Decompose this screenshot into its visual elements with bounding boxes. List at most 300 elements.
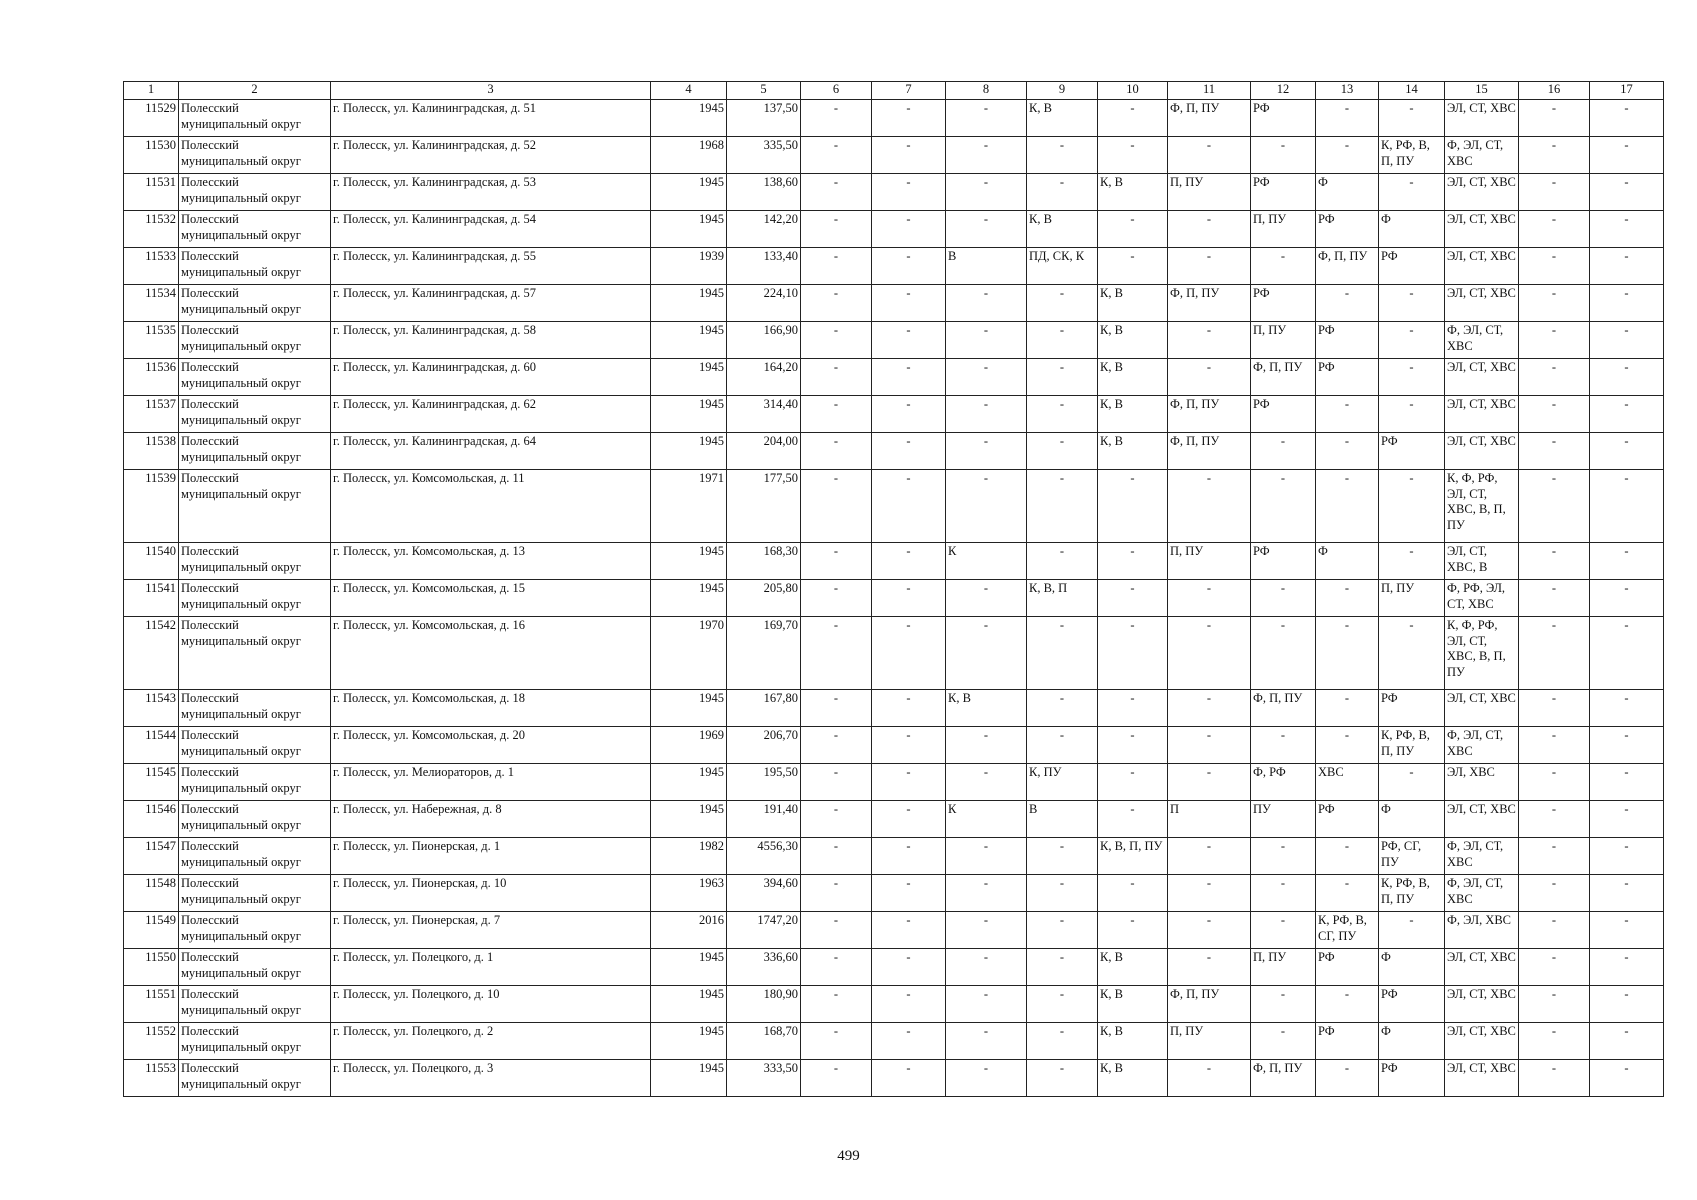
table-cell: - [801, 580, 872, 617]
table-cell: - [946, 617, 1027, 690]
table-cell: РФ [1379, 433, 1445, 470]
table-cell: г. Полесск, ул. Калининградская, д. 57 [331, 285, 651, 322]
table-cell: 335,50 [727, 137, 801, 174]
table-cell: К, В [1098, 1023, 1168, 1060]
table-cell: Полесский муниципальный округ [179, 211, 331, 248]
table-cell: - [872, 100, 946, 137]
table-cell: г. Полесск, ул. Комсомольская, д. 15 [331, 580, 651, 617]
table-cell: 1945 [651, 285, 727, 322]
table-cell: 11536 [124, 359, 179, 396]
table-cell: г. Полесск, ул. Калининградская, д. 60 [331, 359, 651, 396]
table-cell: 1939 [651, 248, 727, 285]
table-cell: г. Полесск, ул. Полецкого, д. 10 [331, 986, 651, 1023]
table-cell: 1945 [651, 764, 727, 801]
column-header: 12 [1251, 82, 1316, 100]
table-cell: 195,50 [727, 764, 801, 801]
table-cell: - [1590, 912, 1664, 949]
table-cell: РФ [1316, 1023, 1379, 1060]
page-number: 499 [837, 1148, 860, 1164]
table-cell: - [801, 764, 872, 801]
table-cell: Полесский муниципальный округ [179, 838, 331, 875]
table-cell: 167,80 [727, 690, 801, 727]
table-cell: - [1519, 690, 1590, 727]
table-cell: - [1316, 396, 1379, 433]
table-cell: 1945 [651, 949, 727, 986]
table-cell: РФ [1251, 285, 1316, 322]
table-cell: - [1519, 986, 1590, 1023]
table-cell: - [1379, 285, 1445, 322]
table-cell: - [801, 211, 872, 248]
table-cell: РФ [1251, 174, 1316, 211]
table-cell: - [1590, 986, 1664, 1023]
table-row [124, 912, 1664, 949]
table-cell: - [801, 949, 872, 986]
table-cell: г. Полесск, ул. Калининградская, д. 54 [331, 211, 651, 248]
table-cell: Полесский муниципальный округ [179, 100, 331, 137]
table-cell: РФ [1251, 543, 1316, 580]
table-cell: К, В, П [1027, 580, 1098, 617]
table-cell: - [1098, 912, 1168, 949]
table-cell: 11535 [124, 322, 179, 359]
table-cell: - [1098, 801, 1168, 838]
table-cell: - [1379, 396, 1445, 433]
table-cell: - [1098, 580, 1168, 617]
table-row [124, 100, 1664, 137]
table-cell: 4556,30 [727, 838, 801, 875]
table-cell: - [946, 433, 1027, 470]
table-cell: Полесский муниципальный округ [179, 470, 331, 543]
column-header: 11 [1168, 82, 1251, 100]
table-cell: - [1027, 690, 1098, 727]
table-cell: - [872, 764, 946, 801]
table-cell: - [1098, 690, 1168, 727]
table-cell: - [801, 912, 872, 949]
table-row [124, 322, 1664, 359]
table-cell: - [1251, 1023, 1316, 1060]
table-cell: - [1590, 1023, 1664, 1060]
table-cell: К, В [1098, 285, 1168, 322]
table-cell: - [1251, 986, 1316, 1023]
table-cell: К, В [1098, 1060, 1168, 1097]
table-cell: - [872, 580, 946, 617]
table-cell: К, В [1027, 211, 1098, 248]
table-cell: Полесский муниципальный округ [179, 912, 331, 949]
table-cell: - [1251, 580, 1316, 617]
table-cell: 11544 [124, 727, 179, 764]
register-table [123, 81, 1664, 1097]
table-cell: - [872, 470, 946, 543]
table-cell: К, В, П, ПУ [1098, 838, 1168, 875]
table-cell: К [946, 543, 1027, 580]
table-cell: 142,20 [727, 211, 801, 248]
table-cell: г. Полесск, ул. Пионерская, д. 1 [331, 838, 651, 875]
table-cell: 168,30 [727, 543, 801, 580]
table-cell: - [872, 617, 946, 690]
table-row [124, 838, 1664, 875]
table-cell: г. Полесск, ул. Калининградская, д. 62 [331, 396, 651, 433]
table-row [124, 801, 1664, 838]
table-cell: - [801, 690, 872, 727]
table-cell: 11546 [124, 801, 179, 838]
table-cell: - [1379, 617, 1445, 690]
table-cell: г. Полесск, ул. Комсомольская, д. 13 [331, 543, 651, 580]
table-cell: 2016 [651, 912, 727, 949]
table-cell: - [1027, 543, 1098, 580]
table-cell: ХВС [1316, 764, 1379, 801]
table-cell: - [1379, 764, 1445, 801]
table-cell: Ф, П, ПУ [1168, 285, 1251, 322]
table-cell: П [1168, 801, 1251, 838]
table-cell: РФ [1316, 949, 1379, 986]
table-cell: Ф, ЭЛ, СТ, ХВС [1445, 838, 1519, 875]
table-cell: - [1379, 470, 1445, 543]
table-cell: - [946, 838, 1027, 875]
table-cell: 11553 [124, 1060, 179, 1097]
table-cell: РФ [1379, 690, 1445, 727]
table-cell: ПУ [1251, 801, 1316, 838]
table-row [124, 875, 1664, 912]
table-cell: - [1251, 617, 1316, 690]
table-cell: - [872, 838, 946, 875]
table-cell: Ф [1379, 801, 1445, 838]
table-cell: - [1027, 285, 1098, 322]
table-cell: ПД, СК, К [1027, 248, 1098, 285]
table-row [124, 433, 1664, 470]
table-cell: - [1590, 211, 1664, 248]
table-cell: - [1168, 875, 1251, 912]
table-row [124, 727, 1664, 764]
table-cell: 11530 [124, 137, 179, 174]
column-header: 8 [946, 82, 1027, 100]
table-cell: 1945 [651, 100, 727, 137]
table-cell: Ф, ЭЛ, СТ, ХВС [1445, 875, 1519, 912]
table-cell: 11531 [124, 174, 179, 211]
table-cell: г. Полесск, ул. Набережная, д. 8 [331, 801, 651, 838]
table-cell: К, ПУ [1027, 764, 1098, 801]
column-header: 14 [1379, 82, 1445, 100]
table-cell: 11545 [124, 764, 179, 801]
column-header: 3 [331, 82, 651, 100]
table-cell: К, Ф, РФ, ЭЛ, СТ, ХВС, В, П, ПУ [1445, 617, 1519, 690]
table-cell: Ф, РФ [1251, 764, 1316, 801]
table-row [124, 248, 1664, 285]
table-cell: П, ПУ [1251, 949, 1316, 986]
table-cell: - [801, 838, 872, 875]
table-cell: Полесский муниципальный округ [179, 1060, 331, 1097]
table-cell: г. Полесск, ул. Калининградская, д. 64 [331, 433, 651, 470]
table-cell: - [801, 433, 872, 470]
table-cell: Полесский муниципальный округ [179, 322, 331, 359]
table-cell: - [1379, 322, 1445, 359]
table-cell: - [801, 543, 872, 580]
table-cell: - [1251, 470, 1316, 543]
table-cell: - [1590, 875, 1664, 912]
table-cell: - [801, 100, 872, 137]
table-cell: - [1519, 248, 1590, 285]
table-cell: - [946, 912, 1027, 949]
table-cell: - [1590, 322, 1664, 359]
table-cell: - [872, 285, 946, 322]
table-cell: - [946, 470, 1027, 543]
table-cell: - [946, 211, 1027, 248]
table-cell: ЭЛ, СТ, ХВС [1445, 1023, 1519, 1060]
table-cell: - [1316, 690, 1379, 727]
table-cell: 169,70 [727, 617, 801, 690]
table-cell: ЭЛ, СТ, ХВС [1445, 174, 1519, 211]
table-cell: - [1590, 764, 1664, 801]
table-row [124, 949, 1664, 986]
table-cell: 314,40 [727, 396, 801, 433]
table-cell: Полесский муниципальный округ [179, 580, 331, 617]
table-cell: - [1519, 801, 1590, 838]
table-cell: - [801, 801, 872, 838]
table-cell: - [1519, 470, 1590, 543]
table-cell: - [801, 727, 872, 764]
header-row [124, 82, 1664, 100]
table-cell: Полесский муниципальный округ [179, 801, 331, 838]
table-cell: Ф, РФ, ЭЛ, СТ, ХВС [1445, 580, 1519, 617]
table-cell: ЭЛ, СТ, ХВС [1445, 396, 1519, 433]
table-cell: ЭЛ, СТ, ХВС [1445, 949, 1519, 986]
table-cell: - [1098, 543, 1168, 580]
table-cell: 1945 [651, 1060, 727, 1097]
table-cell: - [1027, 433, 1098, 470]
table-cell: Полесский муниципальный округ [179, 285, 331, 322]
table-cell: Ф, П, ПУ [1251, 1060, 1316, 1097]
table-cell: К, РФ, В, П, ПУ [1379, 727, 1445, 764]
table-cell: г. Полесск, ул. Калининградская, д. 52 [331, 137, 651, 174]
table-cell: 137,50 [727, 100, 801, 137]
table-cell: г. Полесск, ул. Мелиораторов, д. 1 [331, 764, 651, 801]
column-header: 2 [179, 82, 331, 100]
table-cell: ЭЛ, СТ, ХВС, В [1445, 543, 1519, 580]
table-cell: - [946, 875, 1027, 912]
table-cell: - [1251, 912, 1316, 949]
table-cell: К, РФ, В, СГ, ПУ [1316, 912, 1379, 949]
table-cell: Ф, П, ПУ [1168, 100, 1251, 137]
table-cell: - [1316, 986, 1379, 1023]
table-cell: г. Полесск, ул. Полецкого, д. 2 [331, 1023, 651, 1060]
table-cell: П, ПУ [1168, 1023, 1251, 1060]
table-cell: РФ [1379, 986, 1445, 1023]
table-cell: г. Полесск, ул. Калининградская, д. 55 [331, 248, 651, 285]
table-cell: П, ПУ [1251, 322, 1316, 359]
table-cell: - [1168, 248, 1251, 285]
table-cell: г. Полесск, ул. Калининградская, д. 58 [331, 322, 651, 359]
table-cell: К, В [1098, 359, 1168, 396]
table-cell: П, ПУ [1379, 580, 1445, 617]
table-cell: Ф, ЭЛ, СТ, ХВС [1445, 727, 1519, 764]
table-cell: - [1590, 617, 1664, 690]
table-cell: 1945 [651, 690, 727, 727]
table-cell: Полесский муниципальный округ [179, 174, 331, 211]
table-cell: 1968 [651, 137, 727, 174]
table-cell: 191,40 [727, 801, 801, 838]
table-cell: - [1027, 986, 1098, 1023]
table-cell: - [1168, 727, 1251, 764]
table-cell: - [1519, 137, 1590, 174]
table-cell: - [801, 617, 872, 690]
table-cell: - [801, 359, 872, 396]
table-cell: 11537 [124, 396, 179, 433]
table-cell: - [872, 986, 946, 1023]
table-cell: - [1590, 248, 1664, 285]
table-cell: - [1316, 875, 1379, 912]
table-cell: 1945 [651, 580, 727, 617]
table-body [124, 100, 1664, 1097]
table-cell: ЭЛ, СТ, ХВС [1445, 1060, 1519, 1097]
table-cell: В [946, 248, 1027, 285]
table-cell: г. Полесск, ул. Комсомольская, д. 16 [331, 617, 651, 690]
table-cell: - [1519, 764, 1590, 801]
table-row [124, 543, 1664, 580]
table-cell: 180,90 [727, 986, 801, 1023]
table-cell: 11540 [124, 543, 179, 580]
table-cell: 11529 [124, 100, 179, 137]
table-cell: 133,40 [727, 248, 801, 285]
table-cell: - [1379, 543, 1445, 580]
table-cell: 11552 [124, 1023, 179, 1060]
table-cell: г. Полесск, ул. Комсомольская, д. 20 [331, 727, 651, 764]
table-cell: 1982 [651, 838, 727, 875]
table-cell: г. Полесск, ул. Калининградская, д. 53 [331, 174, 651, 211]
table-cell: - [1519, 1023, 1590, 1060]
table-cell: г. Полесск, ул. Пионерская, д. 7 [331, 912, 651, 949]
table-cell: К, В [1098, 949, 1168, 986]
table-cell: - [1519, 359, 1590, 396]
table-cell: - [1027, 359, 1098, 396]
table-cell: - [1519, 285, 1590, 322]
table-cell: - [946, 285, 1027, 322]
table-cell: К, В [1027, 100, 1098, 137]
table-cell: - [872, 949, 946, 986]
table-cell: ЭЛ, СТ, ХВС [1445, 359, 1519, 396]
table-cell: Полесский муниципальный округ [179, 617, 331, 690]
table-cell: - [1590, 1060, 1664, 1097]
table-cell: - [1590, 949, 1664, 986]
table-cell: Полесский муниципальный округ [179, 433, 331, 470]
table-cell: Полесский муниципальный округ [179, 986, 331, 1023]
table-row [124, 211, 1664, 248]
table-cell: 1945 [651, 543, 727, 580]
table-cell: 1747,20 [727, 912, 801, 949]
table-cell: Ф, П, ПУ [1168, 396, 1251, 433]
table-cell: 1945 [651, 359, 727, 396]
table-cell: - [1316, 617, 1379, 690]
table-cell: 164,20 [727, 359, 801, 396]
table-cell: - [1098, 727, 1168, 764]
table-cell: - [1168, 211, 1251, 248]
table-cell: Полесский муниципальный округ [179, 764, 331, 801]
table-cell: - [1316, 838, 1379, 875]
table-cell: - [801, 285, 872, 322]
table-cell: Полесский муниципальный округ [179, 727, 331, 764]
table-cell: - [1168, 838, 1251, 875]
table-cell: - [1590, 100, 1664, 137]
table-cell: - [1168, 949, 1251, 986]
table-cell: - [1590, 174, 1664, 211]
table-row [124, 174, 1664, 211]
table-cell: 1945 [651, 211, 727, 248]
table-cell: - [1251, 727, 1316, 764]
table-cell: - [872, 396, 946, 433]
table-cell: - [1590, 690, 1664, 727]
table-cell: Ф, П, ПУ [1168, 433, 1251, 470]
table-cell: - [1098, 211, 1168, 248]
table-cell: - [1519, 396, 1590, 433]
table-cell: - [946, 949, 1027, 986]
column-header: 5 [727, 82, 801, 100]
table-cell: Ф, П, ПУ [1168, 986, 1251, 1023]
table-cell: ЭЛ, СТ, ХВС [1445, 211, 1519, 248]
table-cell: 206,70 [727, 727, 801, 764]
table-cell: П, ПУ [1251, 211, 1316, 248]
table-cell: Ф, ЭЛ, СТ, ХВС [1445, 322, 1519, 359]
table-cell: - [946, 1060, 1027, 1097]
table-cell: - [872, 727, 946, 764]
table-cell: - [1098, 764, 1168, 801]
table-cell: 336,60 [727, 949, 801, 986]
table-cell: - [1098, 470, 1168, 543]
table-row [124, 1060, 1664, 1097]
table-cell: - [1027, 322, 1098, 359]
table-cell: - [801, 470, 872, 543]
table-header [124, 82, 1664, 100]
table-cell: 177,50 [727, 470, 801, 543]
table-cell: - [946, 580, 1027, 617]
table-cell: - [946, 137, 1027, 174]
table-cell: - [1519, 322, 1590, 359]
table-cell: - [872, 801, 946, 838]
table-cell: - [1519, 433, 1590, 470]
table-cell: - [1519, 875, 1590, 912]
column-header: 6 [801, 82, 872, 100]
table-cell: - [946, 396, 1027, 433]
table-cell: Полесский муниципальный округ [179, 137, 331, 174]
table-cell: 138,60 [727, 174, 801, 211]
table-cell: 11533 [124, 248, 179, 285]
table-cell: - [1519, 727, 1590, 764]
table-cell: - [1168, 690, 1251, 727]
table-cell: ЭЛ, СТ, ХВС [1445, 801, 1519, 838]
table-cell: ЭЛ, ХВС [1445, 764, 1519, 801]
table-cell: ЭЛ, СТ, ХВС [1445, 433, 1519, 470]
table-cell: - [1168, 617, 1251, 690]
table-cell: - [1379, 912, 1445, 949]
table-cell: 11542 [124, 617, 179, 690]
table-cell: - [1519, 949, 1590, 986]
table-cell: Ф, П, ПУ [1251, 359, 1316, 396]
table-cell: - [872, 543, 946, 580]
table-cell: - [1168, 470, 1251, 543]
table-cell: - [872, 875, 946, 912]
table-cell: Ф, П, ПУ [1251, 690, 1316, 727]
table-cell: 1945 [651, 801, 727, 838]
table-cell: - [872, 137, 946, 174]
table-cell: К, В [1098, 174, 1168, 211]
table-cell: - [1098, 137, 1168, 174]
table-cell: П, ПУ [1168, 174, 1251, 211]
table-cell: - [801, 1023, 872, 1060]
table-cell: - [946, 100, 1027, 137]
table-row [124, 359, 1664, 396]
table-cell: ЭЛ, СТ, ХВС [1445, 690, 1519, 727]
table-cell: - [1590, 433, 1664, 470]
table-cell: - [1519, 543, 1590, 580]
table-cell: - [1519, 580, 1590, 617]
table-cell: - [872, 433, 946, 470]
table-cell: ЭЛ, СТ, ХВС [1445, 986, 1519, 1023]
